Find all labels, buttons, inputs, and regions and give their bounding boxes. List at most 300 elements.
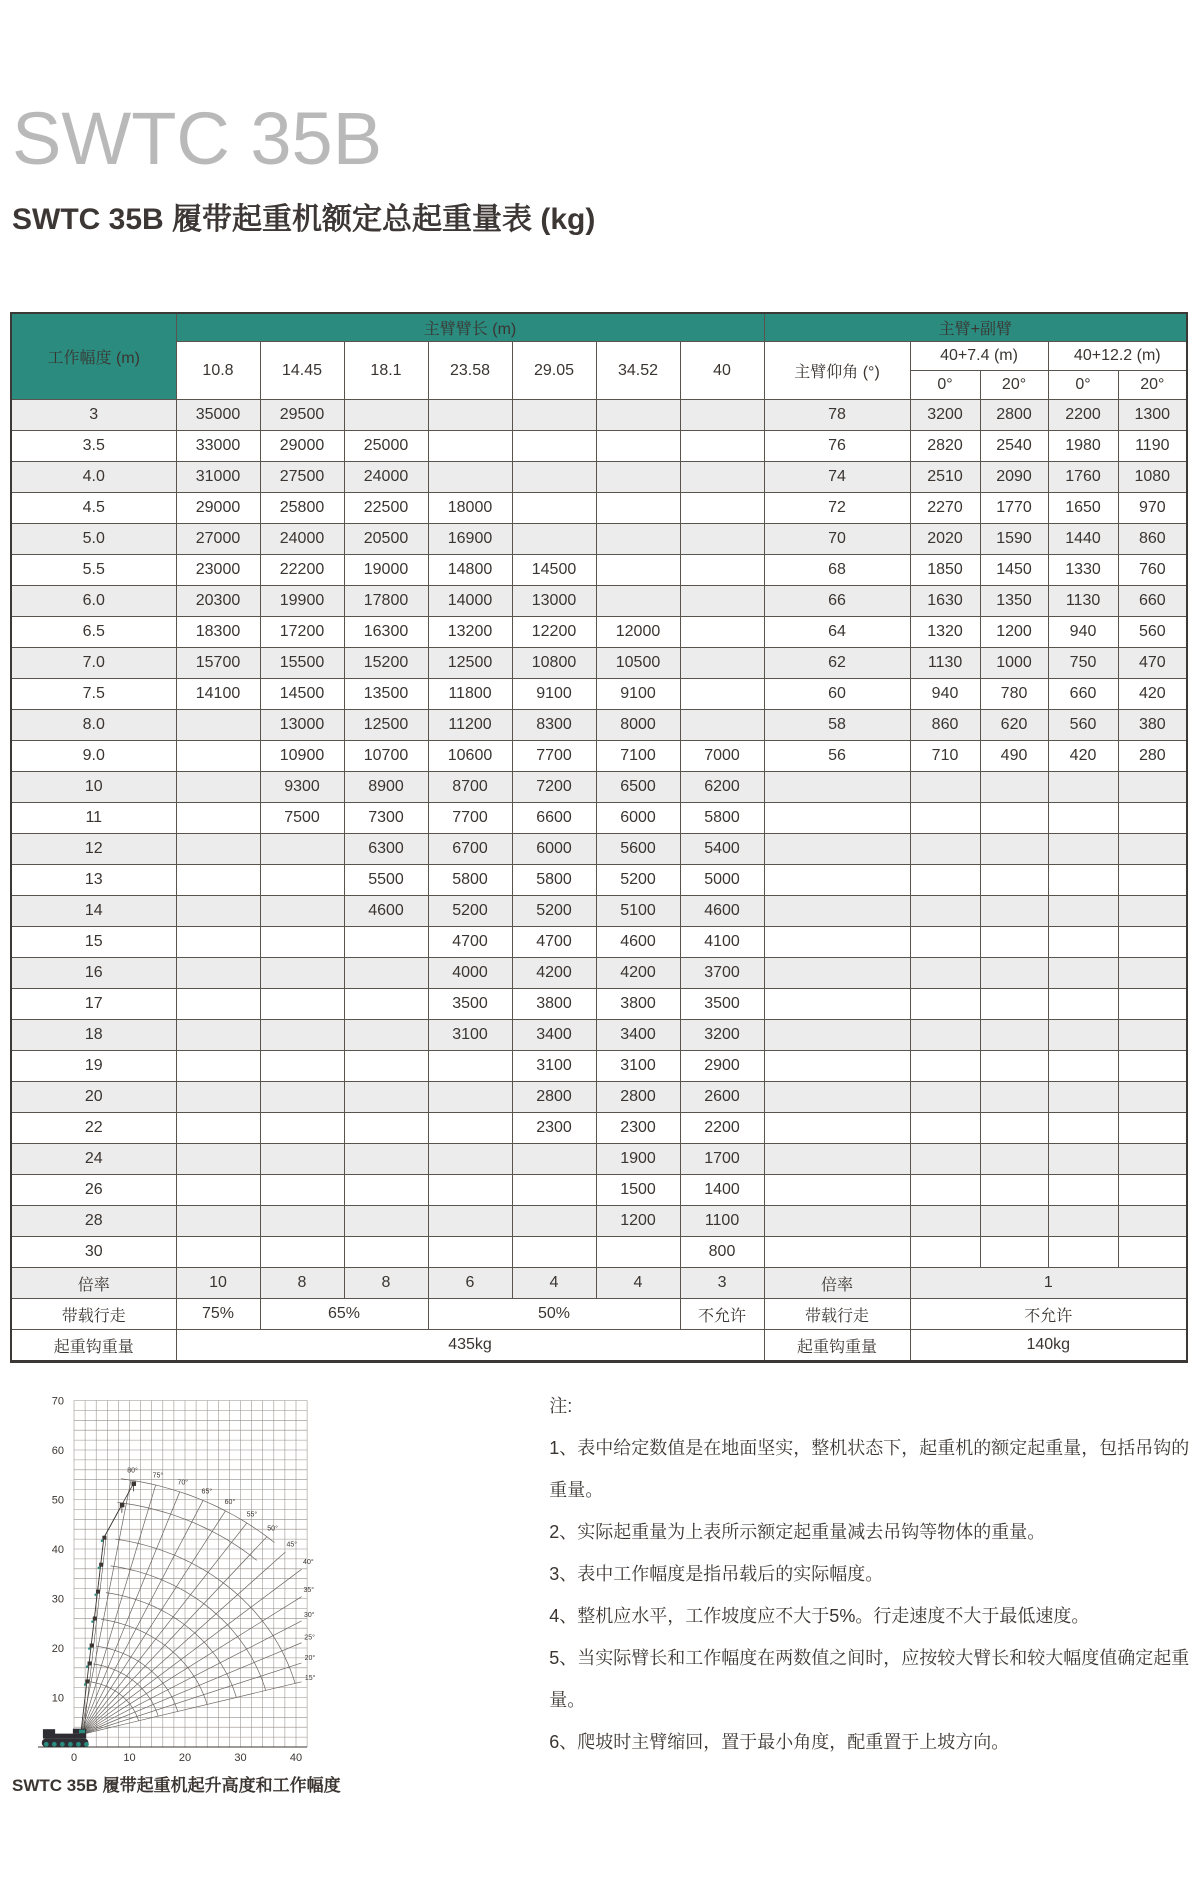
boom-length-header: 14.45 [260, 342, 344, 400]
combo-load-cell [1048, 803, 1118, 834]
load-cell [176, 1206, 260, 1237]
load-cell: 6500 [596, 772, 680, 803]
main-boom-header: 主臂臂长 (m) [176, 313, 764, 342]
page-title: SWTC 35B [12, 97, 383, 180]
load-cell: 15500 [260, 648, 344, 679]
load-cell [176, 927, 260, 958]
load-cell [680, 648, 764, 679]
load-cell [512, 1175, 596, 1206]
load-cell [176, 1175, 260, 1206]
load-cell: 14500 [260, 679, 344, 710]
table-row [11, 1113, 1187, 1144]
combo-load-cell [910, 834, 980, 865]
combo-load-cell [1048, 896, 1118, 927]
load-cell: 3400 [512, 1020, 596, 1051]
combo-load-cell: 1590 [980, 524, 1048, 555]
load-cell: 15700 [176, 648, 260, 679]
combo-load-cell: 560 [1048, 710, 1118, 741]
svg-text:25°: 25° [304, 1634, 315, 1642]
boom-length-header: 10.8 [176, 342, 260, 400]
combo-load-cell [910, 1144, 980, 1175]
load-cell [596, 555, 680, 586]
load-cell [260, 1237, 344, 1268]
svg-text:75°: 75° [152, 1472, 164, 1480]
table-row [11, 927, 1187, 958]
load-cell: 3700 [680, 958, 764, 989]
load-cell [596, 524, 680, 555]
load-cell [176, 1113, 260, 1144]
load-cell: 7500 [260, 803, 344, 834]
combo-load-cell [1048, 1082, 1118, 1113]
load-cell: 6300 [344, 834, 428, 865]
load-cell [596, 431, 680, 462]
load-cell [344, 1144, 428, 1175]
svg-text:30°: 30° [303, 1611, 315, 1619]
svg-text:30: 30 [51, 1593, 64, 1606]
angle-cell [764, 803, 910, 834]
hook-combo-cell: 140kg [910, 1330, 1187, 1362]
radius-cell: 4.5 [11, 493, 176, 524]
travel-row [11, 1299, 1187, 1330]
radius-cell: 7.0 [11, 648, 176, 679]
combo-load-cell [910, 865, 980, 896]
hook-main-cell: 435kg [176, 1330, 764, 1362]
load-cell: 5400 [680, 834, 764, 865]
load-cell: 4700 [512, 927, 596, 958]
load-cell: 5200 [512, 896, 596, 927]
combo-load-cell [1118, 1144, 1187, 1175]
load-cell [680, 586, 764, 617]
table-row [11, 524, 1187, 555]
load-cell: 17800 [344, 586, 428, 617]
jib-tip-marker [132, 1481, 137, 1486]
load-cell: 4600 [344, 896, 428, 927]
combo-load-cell: 1980 [1048, 431, 1118, 462]
combo-load-cell [1048, 772, 1118, 803]
load-cell [428, 1206, 512, 1237]
svg-text:30: 30 [234, 1752, 247, 1764]
boom-angle-header: 主臂仰角 (°) [764, 342, 910, 400]
load-cell [680, 431, 764, 462]
svg-text:40: 40 [289, 1752, 303, 1764]
combo-load-cell: 970 [1118, 493, 1187, 524]
load-cell: 18000 [428, 493, 512, 524]
load-cell: 8000 [596, 710, 680, 741]
radius-cell: 28 [11, 1206, 176, 1237]
load-cell [512, 462, 596, 493]
offset-angle-header: 20° [980, 371, 1048, 400]
boom-head-marker [85, 1679, 89, 1683]
load-cell: 5800 [512, 865, 596, 896]
combo-load-cell: 620 [980, 710, 1048, 741]
load-cell [260, 927, 344, 958]
combo-load-cell: 420 [1118, 679, 1187, 710]
angle-cell [764, 1020, 910, 1051]
load-cell [344, 1113, 428, 1144]
load-cell [428, 1175, 512, 1206]
svg-text:10: 10 [51, 1692, 64, 1705]
combo-load-cell [980, 1051, 1048, 1082]
combo-load-cell: 860 [910, 710, 980, 741]
load-cell [260, 958, 344, 989]
combo-load-cell [1118, 772, 1187, 803]
boom-head-marker [93, 1617, 97, 1621]
load-cell [260, 865, 344, 896]
load-cell: 800 [680, 1237, 764, 1268]
combo-load-cell: 1330 [1048, 555, 1118, 586]
load-cell: 6000 [596, 803, 680, 834]
ratio-label: 倍率 [11, 1268, 176, 1299]
load-cell [176, 803, 260, 834]
angle-cell: 66 [764, 586, 910, 617]
combo-load-cell [1118, 803, 1187, 834]
combo-load-cell: 710 [910, 741, 980, 772]
load-cell: 2300 [596, 1113, 680, 1144]
svg-text:40°: 40° [303, 1559, 314, 1567]
load-cell [344, 1175, 428, 1206]
radius-cell: 18 [11, 1020, 176, 1051]
load-cell: 13500 [344, 679, 428, 710]
load-cell: 13000 [512, 586, 596, 617]
load-cell [428, 1237, 512, 1268]
load-cell: 27500 [260, 462, 344, 493]
load-cell [176, 896, 260, 927]
travel-label-right: 带载行走 [764, 1299, 910, 1330]
load-cell: 5100 [596, 896, 680, 927]
combo-load-cell [910, 1113, 980, 1144]
load-cell [428, 400, 512, 431]
svg-text:10: 10 [123, 1752, 136, 1764]
load-cell: 5600 [596, 834, 680, 865]
load-cell: 29000 [260, 431, 344, 462]
table-row [11, 803, 1187, 834]
load-cell [428, 1144, 512, 1175]
load-cell: 1900 [596, 1144, 680, 1175]
combo-load-cell [1048, 1020, 1118, 1051]
svg-text:50°: 50° [267, 1525, 278, 1533]
combo-group-header: 40+7.4 (m) [910, 342, 1048, 371]
combo-load-cell [1048, 927, 1118, 958]
bottom-section [0, 1363, 1200, 1796]
load-cell: 7100 [596, 741, 680, 772]
load-cell: 4100 [680, 927, 764, 958]
combo-group-header: 40+12.2 (m) [1048, 342, 1187, 371]
load-cell: 8300 [512, 710, 596, 741]
load-cell [260, 989, 344, 1020]
grid [74, 1401, 307, 1748]
combo-load-cell [1048, 1113, 1118, 1144]
load-cell: 12500 [344, 710, 428, 741]
load-cell [176, 1144, 260, 1175]
combo-load-cell: 1350 [980, 586, 1048, 617]
angle-cell [764, 1175, 910, 1206]
load-cell: 29000 [176, 493, 260, 524]
load-cell: 5500 [344, 865, 428, 896]
combo-load-cell: 1300 [1118, 400, 1187, 431]
combo-load-cell [1118, 1175, 1187, 1206]
load-cell: 4000 [428, 958, 512, 989]
load-cell [680, 462, 764, 493]
radius-cell: 16 [11, 958, 176, 989]
combo-load-cell [1118, 896, 1187, 927]
load-cell: 1100 [680, 1206, 764, 1237]
load-cell [680, 400, 764, 431]
table-row [11, 958, 1187, 989]
load-cell [344, 400, 428, 431]
svg-text:35°: 35° [303, 1587, 315, 1595]
load-cell [176, 741, 260, 772]
svg-text:55°: 55° [246, 1511, 258, 1519]
load-cell: 25000 [344, 431, 428, 462]
combo-load-cell: 660 [1118, 586, 1187, 617]
travel-label: 带载行走 [11, 1299, 176, 1330]
load-cell: 3200 [680, 1020, 764, 1051]
load-cell: 10500 [596, 648, 680, 679]
angle-cell: 76 [764, 431, 910, 462]
angle-cell [764, 1237, 910, 1268]
ratio-cell: 4 [512, 1268, 596, 1299]
ratio-cell: 8 [344, 1268, 428, 1299]
offset-angle-header: 0° [910, 371, 980, 400]
load-cell [344, 958, 428, 989]
angle-cell: 72 [764, 493, 910, 524]
load-cell: 10600 [428, 741, 512, 772]
combo-load-cell [1048, 989, 1118, 1020]
load-cell: 6000 [512, 834, 596, 865]
combo-load-cell [1048, 865, 1118, 896]
travel-cell: 50% [428, 1299, 680, 1330]
angle-cell [764, 989, 910, 1020]
load-cell: 2800 [596, 1082, 680, 1113]
table-row [11, 1206, 1187, 1237]
boom-angle-rays [81, 1480, 302, 1734]
table-row [11, 1051, 1187, 1082]
table-row [11, 648, 1187, 679]
combo-load-cell: 940 [910, 679, 980, 710]
svg-text:70°: 70° [177, 1479, 189, 1487]
ratio-cell: 6 [428, 1268, 512, 1299]
angle-cell [764, 896, 910, 927]
load-cell: 2900 [680, 1051, 764, 1082]
load-cell: 9100 [596, 679, 680, 710]
combo-load-cell: 1130 [910, 648, 980, 679]
table-row [11, 493, 1187, 524]
combo-load-cell: 380 [1118, 710, 1187, 741]
radius-cell: 5.0 [11, 524, 176, 555]
note-item: 4、整机应水平，工作坡度应不大于5%。行走速度不大于最低速度。 [549, 1606, 1090, 1626]
combo-load-cell [1118, 1082, 1187, 1113]
load-cell: 18300 [176, 617, 260, 648]
load-cell: 4200 [596, 958, 680, 989]
combo-load-cell: 490 [980, 741, 1048, 772]
combo-load-cell [1048, 958, 1118, 989]
svg-text:40: 40 [51, 1544, 64, 1556]
load-cell: 3800 [512, 989, 596, 1020]
load-cell: 1500 [596, 1175, 680, 1206]
table-row [11, 679, 1187, 710]
combo-load-cell: 3200 [910, 400, 980, 431]
combo-load-cell [980, 989, 1048, 1020]
load-cell [176, 1082, 260, 1113]
angle-cell: 64 [764, 617, 910, 648]
combo-load-cell [980, 803, 1048, 834]
combo-load-cell: 470 [1118, 648, 1187, 679]
load-cell: 2300 [512, 1113, 596, 1144]
combo-load-cell [1118, 1206, 1187, 1237]
angle-cell: 62 [764, 648, 910, 679]
load-cell: 35000 [176, 400, 260, 431]
load-cell [596, 493, 680, 524]
combo-load-cell [910, 772, 980, 803]
combo-load-cell: 1130 [1048, 586, 1118, 617]
load-cell [176, 1237, 260, 1268]
radius-cell: 24 [11, 1144, 176, 1175]
load-cell [344, 1051, 428, 1082]
combo-load-cell: 1190 [1118, 431, 1187, 462]
svg-text:65°: 65° [201, 1488, 213, 1496]
boom-length-header: 29.05 [512, 342, 596, 400]
ratio-cell: 4 [596, 1268, 680, 1299]
load-cell: 2200 [680, 1113, 764, 1144]
combo-load-cell [1118, 1051, 1187, 1082]
table-row [11, 617, 1187, 648]
combo-load-cell: 1850 [910, 555, 980, 586]
combo-load-cell [1118, 989, 1187, 1020]
boom-length-header: 34.52 [596, 342, 680, 400]
table-row [11, 1175, 1187, 1206]
load-cell: 24000 [344, 462, 428, 493]
combo-load-cell: 2200 [1048, 400, 1118, 431]
combo-load-cell [910, 927, 980, 958]
notes-header: 注: [549, 1396, 573, 1416]
combo-load-cell [1118, 958, 1187, 989]
load-cell [176, 989, 260, 1020]
combo-load-cell [910, 1206, 980, 1237]
load-cell: 6700 [428, 834, 512, 865]
radius-cell: 11 [11, 803, 176, 834]
load-cell [596, 586, 680, 617]
svg-text:20: 20 [51, 1643, 64, 1655]
load-cell [428, 431, 512, 462]
table-row [11, 462, 1187, 493]
combo-load-cell [1048, 1144, 1118, 1175]
load-cell [176, 865, 260, 896]
svg-text:0: 0 [70, 1752, 78, 1764]
load-cell: 1200 [596, 1206, 680, 1237]
load-cell [680, 617, 764, 648]
load-cell: 5200 [596, 865, 680, 896]
combo-load-cell: 1320 [910, 617, 980, 648]
load-cell [512, 1144, 596, 1175]
combo-load-cell [910, 1020, 980, 1051]
hook-row [11, 1330, 1187, 1362]
load-cell: 2800 [512, 1082, 596, 1113]
radius-cell: 12 [11, 834, 176, 865]
table-row [11, 741, 1187, 772]
note-item: 6、爬坡时主臂缩回，置于最小角度，配重置于上坡方向。 [549, 1732, 1010, 1752]
table-row [11, 1144, 1187, 1175]
load-cell [260, 834, 344, 865]
combo-load-cell [910, 1051, 980, 1082]
combo-load-cell: 1770 [980, 493, 1048, 524]
load-cell: 19000 [344, 555, 428, 586]
hook-label: 起重钩重量 [11, 1330, 176, 1362]
boom-length-header: 18.1 [344, 342, 428, 400]
ratio-cell: 8 [260, 1268, 344, 1299]
angle-cell: 70 [764, 524, 910, 555]
load-cell [344, 1237, 428, 1268]
load-cell [260, 896, 344, 927]
load-cell [176, 958, 260, 989]
ratio-row [11, 1268, 1187, 1299]
load-cell: 14000 [428, 586, 512, 617]
combo-load-cell: 860 [1118, 524, 1187, 555]
svg-text:60: 60 [51, 1445, 64, 1457]
combo-load-cell [980, 1144, 1048, 1175]
radius-cell: 6.0 [11, 586, 176, 617]
load-cell: 4600 [596, 927, 680, 958]
load-chart-table [10, 312, 1188, 1363]
load-cell: 29500 [260, 400, 344, 431]
note-item: 5、当实际臂长和工作幅度在两数值之间时，应按较大臂长和较大幅度值确定起重量。 [549, 1648, 1190, 1710]
note-item: 2、实际起重量为上表所示额定起重量减去吊钩等物体的重量。 [549, 1522, 1046, 1542]
load-cell: 27000 [176, 524, 260, 555]
load-cell [512, 524, 596, 555]
note-item: 1、表中给定数值是在地面坚实，整机状态下，起重机的额定起重量，包括吊钩的重量。 [549, 1438, 1190, 1500]
load-cell [344, 1082, 428, 1113]
load-cell [596, 1237, 680, 1268]
load-cell: 15200 [344, 648, 428, 679]
combo-load-cell: 280 [1118, 741, 1187, 772]
hook-label-right: 起重钩重量 [764, 1330, 910, 1362]
load-cell [176, 1020, 260, 1051]
load-cell [260, 1113, 344, 1144]
angle-cell [764, 834, 910, 865]
load-cell: 3100 [428, 1020, 512, 1051]
travel-cell: 不允许 [680, 1299, 764, 1330]
load-cell [260, 1206, 344, 1237]
svg-text:20°: 20° [304, 1655, 316, 1663]
svg-text:45°: 45° [286, 1541, 298, 1549]
radius-cell: 14 [11, 896, 176, 927]
radius-cell: 13 [11, 865, 176, 896]
load-cell [428, 462, 512, 493]
combo-load-cell [980, 1237, 1048, 1268]
radius-cell: 10 [11, 772, 176, 803]
load-cell [680, 555, 764, 586]
combo-load-cell [980, 1175, 1048, 1206]
radius-header: 工作幅度 (m) [11, 313, 176, 400]
load-cell: 14100 [176, 679, 260, 710]
load-cell [260, 1051, 344, 1082]
combo-load-cell: 560 [1118, 617, 1187, 648]
table-row [11, 865, 1187, 896]
table-row [11, 1020, 1187, 1051]
load-cell: 5200 [428, 896, 512, 927]
load-cell: 20300 [176, 586, 260, 617]
combo-header: 主臂+副臂 [764, 313, 1187, 342]
combo-load-cell [910, 1082, 980, 1113]
load-cell: 3400 [596, 1020, 680, 1051]
combo-load-cell [910, 958, 980, 989]
load-cell [428, 1082, 512, 1113]
load-cell [344, 1206, 428, 1237]
angle-cell: 56 [764, 741, 910, 772]
load-cell: 31000 [176, 462, 260, 493]
radius-cell: 4.0 [11, 462, 176, 493]
load-cell [680, 710, 764, 741]
load-cell: 4200 [512, 958, 596, 989]
